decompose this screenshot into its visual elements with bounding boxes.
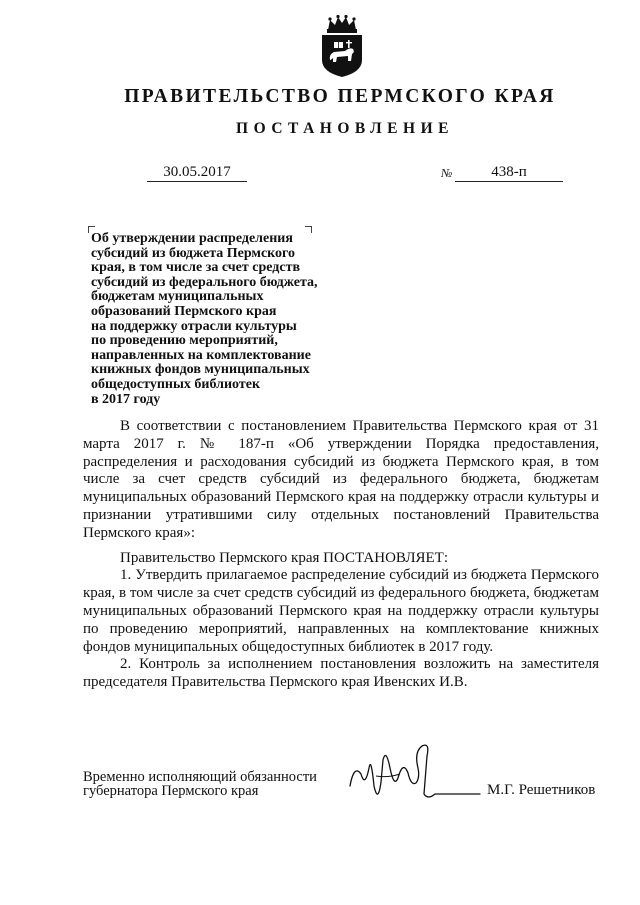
item-1-paragraph: 1. Утвердить прилагаемое распределение субсидий из бюджета Пермского края, в том числе за счет средств субсидий из федерального бюджета, бюджетам муниципальных образований Пермского края на поддержку отрасли культуры по проведению мероприятий, направленных на комплектование книжных фондов муниципальных общедоступных библиотек в 2017 году. <box>83 567 599 655</box>
document-subject <box>91 232 341 407</box>
signatory-position <box>83 770 317 798</box>
decree-paragraph: Правительство Пермского края ПОСТАНОВЛЯЕТ: <box>120 549 449 566</box>
subject-line: на поддержку отрасли культуры <box>91 318 297 334</box>
coat-of-arms-icon <box>318 14 366 78</box>
subject-line: образований Пермского края <box>91 303 277 319</box>
document-number: 438-п <box>455 164 563 182</box>
government-title: ПРАВИТЕЛЬСТВО ПЕРМСКОГО КРАЯ <box>124 86 556 107</box>
handwritten-signature <box>340 738 485 808</box>
position-line: Временно исполняющий обязанности <box>83 769 317 785</box>
subject-line: субсидий из бюджета Пермского <box>91 245 296 261</box>
document-type: ПОСТАНОВЛЕНИЕ <box>236 120 454 137</box>
subject-line: в 2017 году <box>91 391 161 407</box>
subject-line: края, в том числе за счет средств <box>91 260 301 276</box>
subject-line: направленных на комплектование <box>91 347 311 363</box>
number-label: № <box>441 166 453 180</box>
position-line: губернатора Пермского края <box>83 783 259 799</box>
subject-line: книжных фондов муниципальных <box>91 362 310 378</box>
signatory-name: М.Г. Решетников <box>487 782 596 798</box>
subject-line: бюджетам муниципальных <box>91 289 264 305</box>
document-date: 30.05.2017 <box>147 164 247 182</box>
subject-line: по проведению мероприятий, <box>91 333 278 349</box>
item-2-paragraph: 2. Контроль за исполнением постановления возложить на заместителя председателя Правительства Пермского края Ивенских И.В. <box>83 656 599 691</box>
subject-line: субсидий из федерального бюджета, <box>91 274 318 290</box>
subject-line: Об утверждении распределения <box>91 231 293 246</box>
preamble-paragraph: В соответствии с постановлением Правительства Пермского края от 31 марта 2017 г. № 187-п «Об утверждении Порядка предоставления, распределения и расходования субсидий из бюджета Пермского края, в том числе за счет средств субсидий из федерального бюджета, бюджетам муниципальных образований Пермского края на поддержку отрасли культуры и признании утратившими силу отдельных постановлений Правительства Пермского края»: <box>83 418 599 541</box>
document-body <box>83 418 599 692</box>
subject-line: общедоступных библиотек <box>91 376 261 392</box>
